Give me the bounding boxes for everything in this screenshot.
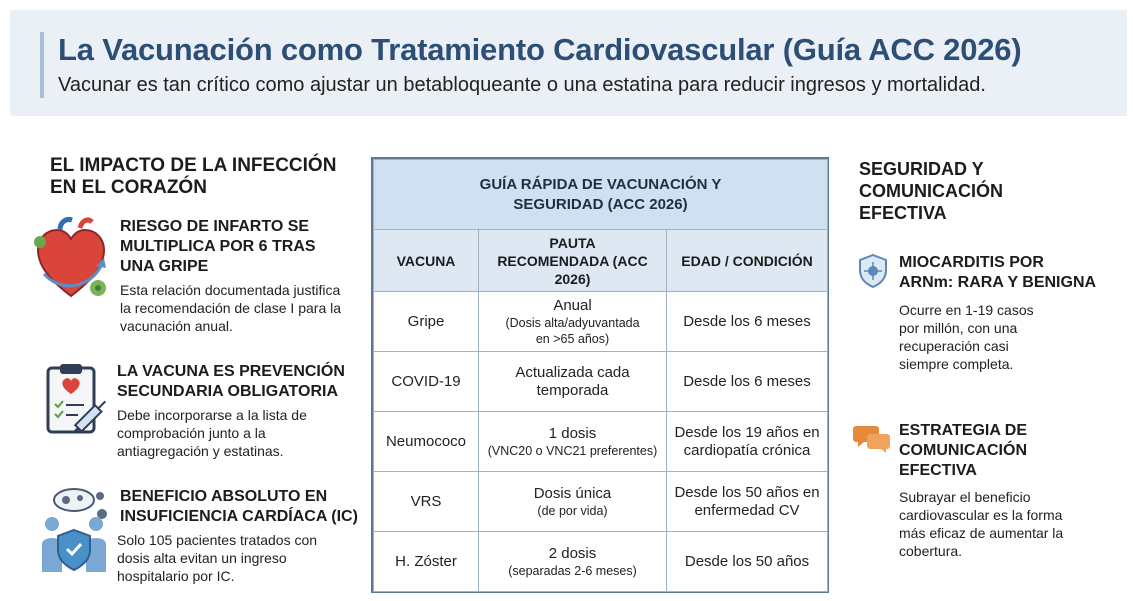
- vaccination-table: [371, 157, 829, 593]
- right-item-1-title: MIOCARDITIS POR ARNm: RARA Y BENIGNA: [899, 254, 1097, 291]
- schedule-cell: Anual (Dosis alta/adyuvantada en >65 años): [479, 292, 667, 352]
- table-row: [374, 532, 828, 592]
- schedule-cell: 1 dosis (VNC20 o VNC21 preferentes): [479, 412, 667, 472]
- speech-bubbles-icon: [852, 422, 892, 454]
- left-item-2-text: Debe incorporarse a la lista de comprobación junto a la antiagregación y estatinas.: [117, 407, 307, 459]
- schedule-cell: Actualizada cada temporada: [479, 352, 667, 412]
- table-title: GUÍA RÁPIDA DE VACUNACIÓN Y SEGURIDAD (ACC 2026): [374, 160, 828, 230]
- age-cell: Desde los 6 meses: [667, 352, 828, 412]
- age-cell: Desde los 50 años en enfermedad CV: [667, 472, 828, 532]
- header-banner: [10, 10, 1127, 116]
- left-item-3-title: BENEFICIO ABSOLUTO EN INSUFICIENCIA CARDÍACA (IC): [120, 488, 358, 525]
- right-item-2-title: ESTRATEGIA DE COMUNICACIÓN EFECTIVA: [899, 422, 1028, 479]
- column-header-schedule: PAUTA RECOMENDADA (ACC 2026): [479, 230, 667, 292]
- protected-family-icon: [34, 486, 114, 578]
- left-section-title: EL IMPACTO DE LA INFECCIÓN EN EL CORAZÓN: [50, 155, 337, 198]
- page-subtitle: Vacunar es tan crítico como ajustar un betabloqueante o una estatina para reducir ingresos y mortalidad.: [58, 74, 986, 96]
- schedule-cell: 2 dosis (separadas 2-6 meses): [479, 532, 667, 592]
- infected-heart-icon: [30, 214, 112, 304]
- vaccine-cell: H. Zóster: [374, 532, 479, 592]
- header-accent-bar: [40, 32, 44, 98]
- vaccine-cell: VRS: [374, 472, 479, 532]
- table-row: [374, 412, 828, 472]
- table-row: [374, 292, 828, 352]
- right-section-title: SEGURIDAD Y COMUNICACIÓN EFECTIVA: [859, 159, 1003, 223]
- table-row: [374, 472, 828, 532]
- column-header-age: EDAD / CONDICIÓN: [667, 230, 828, 292]
- left-item-3-text: Solo 105 pacientes tratados con dosis alta evitan un ingreso hospitalario por IC.: [117, 532, 318, 584]
- vaccine-cell: Neumococo: [374, 412, 479, 472]
- checklist-syringe-icon: [42, 362, 108, 438]
- left-item-1-text: Esta relación documentada justifica la recomendación de clase I para la vacunación anual.: [120, 282, 342, 334]
- column-header-vaccine: VACUNA: [374, 230, 479, 292]
- age-cell: Desde los 6 meses: [667, 292, 828, 352]
- shield-virus-icon: [857, 253, 889, 289]
- vaccine-cell: Gripe: [374, 292, 479, 352]
- vaccine-cell: COVID-19: [374, 352, 479, 412]
- table-row: [374, 352, 828, 412]
- page-title: La Vacunación como Tratamiento Cardiovascular (Guía ACC 2026): [58, 32, 1022, 67]
- left-item-1-title: RIESGO DE INFARTO SE MULTIPLICA POR 6 TRAS UNA GRIPE: [120, 218, 316, 275]
- right-item-2-text: Subrayar el beneficio cardiovascular es la forma más eficaz de aumentar la cobertura.: [899, 489, 1064, 559]
- age-cell: Desde los 50 años: [667, 532, 828, 592]
- schedule-cell: Dosis única (de por vida): [479, 472, 667, 532]
- age-cell: Desde los 19 años en cardiopatía crónica: [667, 412, 828, 472]
- left-item-2-title: LA VACUNA ES PREVENCIÓN SECUNDARIA OBLIGATORIA: [117, 363, 345, 400]
- right-item-1-text: Ocurre en 1-19 casos por millón, con una recuperación casi siempre completa.: [899, 302, 1034, 372]
